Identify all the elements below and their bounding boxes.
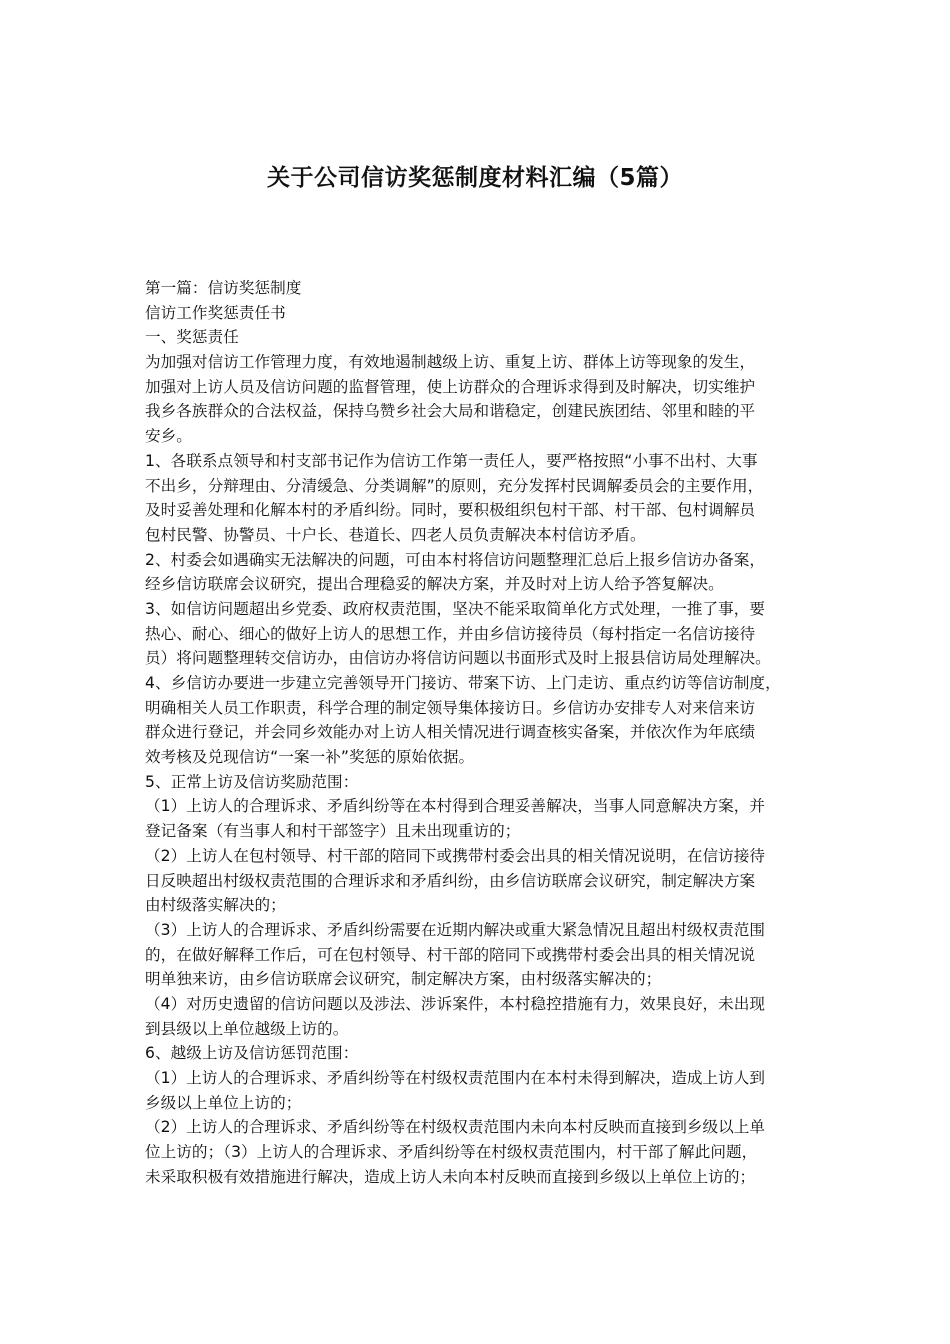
text-line: 员）将问题整理转交信访办，由信访办将信访问题以书面形式及时上报县信访局处理解决。 (145, 649, 771, 668)
text-line: 为加强对信访工作管理力度，有效地遏制越级上访、重复上访、群体上访等现象的发生， (145, 353, 756, 372)
text-line: 6、越级上访及信访惩罚范围： (145, 1044, 359, 1063)
text-line: （2）上访人在包村领导、村干部的陪同下或携带村委会出具的相关情况说明，在信访接待 (145, 846, 766, 865)
text-line: 明单独来访，由乡信访联席会议研究，制定解决方案，由村级落实解决的； (145, 970, 662, 989)
text-line: 2、村委会如遇确实无法解决的问题，可由本村将信访问题整理汇总后上报乡信访办备案， (145, 550, 766, 569)
document-body (145, 276, 825, 1189)
text-line: 我乡各族群众的合法权益，保持乌赞乡社会大局和谐稳定，创建民族团结、邻里和睦的平 (145, 402, 756, 421)
text-line: 未采取积极有效措施进行解决，造成上访人未向本村反映而直接到乡级以上单位上访的； (145, 1167, 756, 1186)
text-line: 不出乡，分辩理由、分清缓急、分类调解”的原则，充分发挥村民调解委员会的主要作用， (145, 476, 764, 495)
text-line: 加强对上访人员及信访问题的监督管理，使上访群众的合理诉求得到及时解决，切实维护 (145, 377, 756, 396)
text-line: 日反映超出村级权责范围的合理诉求和矛盾纠纷，由乡信访联席会议研究，制定解决方案 (145, 871, 756, 890)
text-line: 由村级落实解决的； (145, 896, 286, 915)
text-line: 经乡信访联席会议研究，提出合理稳妥的解决方案，并及时对上访人给予答复解决。 (145, 575, 724, 594)
text-line: （4）对历史遗留的信访问题以及涉法、涉诉案件，本村稳控措施有力，效果良好，未出现 (145, 994, 766, 1013)
text-line: 3、如信访问题超出乡党委、政府权责范围，坚决不能采取简单化方式处理，一推了事，要 (145, 599, 766, 618)
text-line: 信访工作奖惩责任书 (145, 303, 286, 322)
text-line: （1）上访人的合理诉求、矛盾纠纷等在本村得到合理妥善解决，当事人同意解决方案，并 (145, 797, 766, 816)
text-line: 热心、耐心、细心的做好上访人的思想工作，并由乡信访接待员（每村指定一名信访接待 (145, 624, 756, 643)
text-line: 1、各联系点领导和村支部书记作为信访工作第一责任人，要严格按照“小事不出村、大事 (145, 451, 758, 470)
text-line: 第一篇：信访奖惩制度 (145, 279, 302, 297)
text-line: 5、正常上访及信访奖励范围： (145, 772, 359, 791)
document-title: 关于公司信访奖惩制度材料汇编（5篇） (266, 165, 683, 191)
text-line: （3）上访人的合理诉求、矛盾纠纷需要在近期内解决或重大紧急情况且超出村级权责范围 (145, 920, 766, 939)
text-line: 效考核及兑现信访“一案一补”奖惩的原始依据。 (145, 748, 475, 767)
text-line: 乡级以上单位上访的； (145, 1093, 302, 1112)
text-line: 位上访的；（3）上访人的合理诉求、矛盾纠纷等在村级权责范围内，村干部了解此问题， (145, 1143, 758, 1162)
text-line: 的，在做好解释工作后，可在包村领导、村干部的陪同下或携带村委会出具的相关情况说 (145, 945, 756, 964)
text-line: 及时妥善处理和化解本村的矛盾纠纷。同时，要积极组织包村干部、村干部、包村调解员 (145, 501, 756, 520)
text-line: 到县级以上单位越级上访的。 (145, 1019, 349, 1038)
text-line: 群众进行登记，并会同乡效能办对上访人相关情况进行调查核实备案，并依次作为年底绩 (145, 723, 756, 742)
text-line: 包村民警、协警员、十户长、巷道长、四老人员负责解决本村信访矛盾。 (145, 525, 646, 544)
text-line: 4、乡信访办要进一步建立完善领导开门接访、带案下访、上门走访、重点约访等信访制度， (145, 674, 781, 692)
text-line: （2）上访人的合理诉求、矛盾纠纷等在村级权责范围内未向本村反映而直接到乡级以上单 (145, 1118, 766, 1137)
text-line: 安乡。 (145, 427, 192, 446)
text-line: 一、奖惩责任 (145, 328, 239, 347)
text-line: 登记备案（有当事人和村干部签字）且未出现重访的； (145, 822, 521, 841)
text-line: 明确相关人员工作职责，科学合理的制定领导集体接访日。乡信访办安排专人对来信来访 (145, 698, 756, 717)
text-line: （1）上访人的合理诉求、矛盾纠纷等在村级权责范围内在本村未得到解决，造成上访人到 (145, 1069, 766, 1087)
